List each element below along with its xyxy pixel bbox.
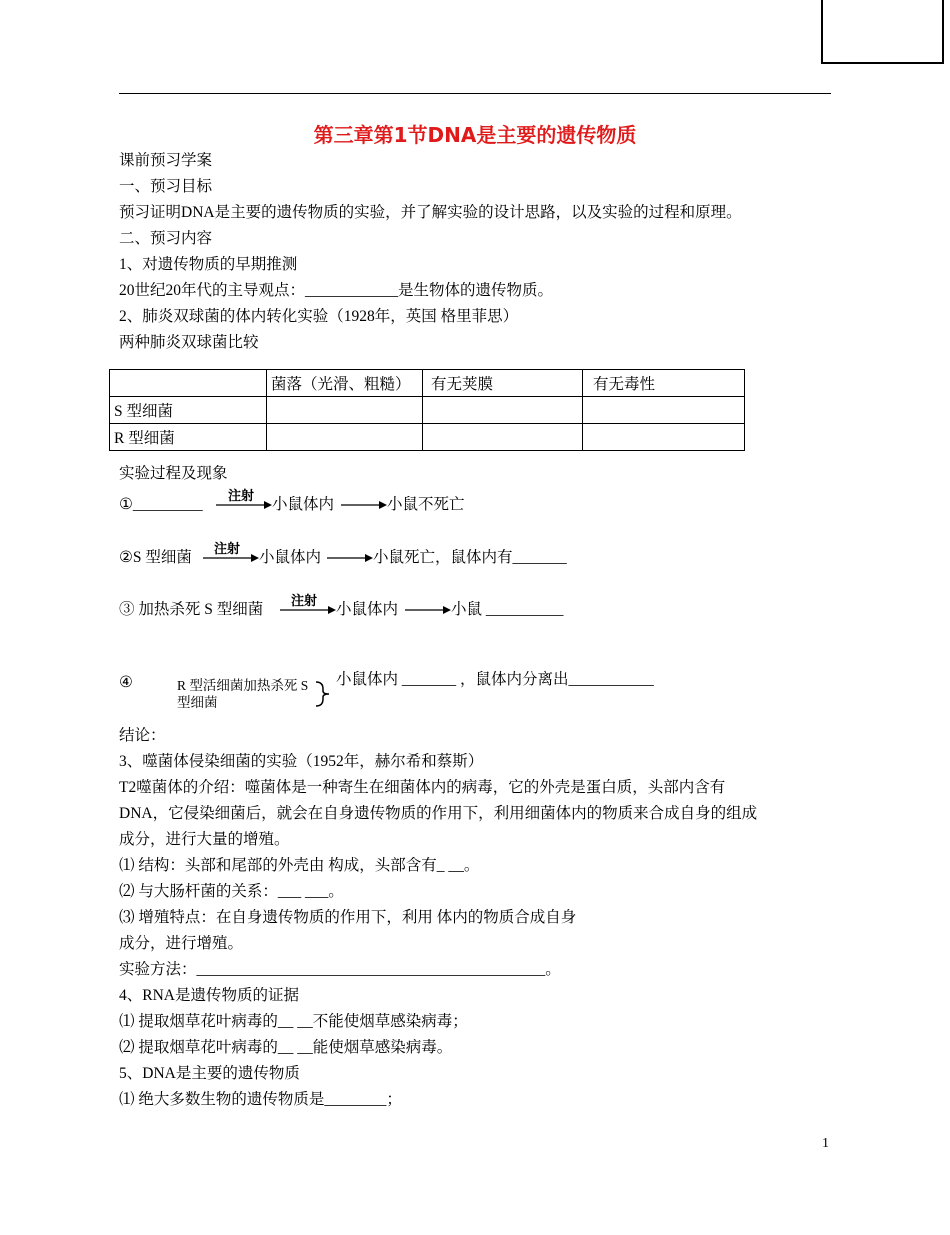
inject-label: 注射 [228, 489, 255, 504]
table-cell[interactable] [583, 397, 745, 424]
question-structure: ⑴ 结构：头部和尾部的外壳由 构成，头部含有_ __。 [119, 857, 480, 874]
line-item-4: 4、RNA是遗传物质的证据 [119, 987, 299, 1004]
score-box [821, 0, 944, 64]
line-item-2: 2、肺炎双球菌的体内转化实验（1928年，英国 格里菲思） [119, 308, 519, 325]
phage-intro-1: T2噬菌体的介绍：噬菌体是一种寄生在细菌体内的病毒，它的外壳是蛋白质，头部内含有 [119, 779, 726, 796]
brace-icon [314, 680, 334, 708]
exp3-mid: 小鼠体内 [336, 601, 399, 618]
line-preview-plan: 课前预习学案 [119, 152, 213, 169]
inject-label: 注射 [291, 594, 318, 609]
exp4-number: ④ [119, 674, 133, 691]
conclusion-label: 结论： [119, 727, 166, 744]
exp2-end: 小鼠死亡，鼠体内有_______ [373, 549, 567, 566]
line-goal: 预习证明DNA是主要的遗传物质的实验，并了解实验的设计思路，以及实验的过程和原理。 [119, 204, 742, 221]
exp2-mid: 小鼠体内 [259, 549, 322, 566]
table-header-cell: 菌落（光滑、粗糙） [267, 370, 423, 397]
phage-intro-2: DNA，它侵染细菌后，就会在自身遗传物质的作用下，利用细菌体内的物质来合成自身的组成 [119, 805, 758, 822]
arrow-icon [280, 604, 336, 616]
table-cell[interactable] [583, 424, 745, 451]
exp4-mixture-line1: R 型活细菌加热杀死 S [177, 678, 309, 693]
header-rule [119, 93, 831, 94]
exp1-end: 小鼠不死亡 [387, 496, 465, 513]
table-header-cell [110, 370, 267, 397]
table-row [110, 424, 745, 451]
table-cell[interactable] [267, 424, 423, 451]
line-item-5: 5、DNA是主要的遗传物质 [119, 1065, 300, 1082]
line-view: 20世纪20年代的主导观点：____________是生物体的遗传物质。 [119, 282, 554, 299]
table-cell[interactable] [423, 424, 583, 451]
table-header-row [110, 370, 745, 397]
arrow-icon [405, 604, 451, 616]
arrow-icon [216, 499, 272, 511]
line-item-3: 3、噬菌体侵染细菌的实验（1952年，赫尔希和蔡斯） [119, 753, 484, 770]
exp3-end: 小鼠 __________ [451, 601, 564, 618]
exp2-start: ②S 型细菌 [119, 549, 192, 566]
line-compare: 两种肺炎双球菌比较 [119, 334, 259, 351]
inject-label: 注射 [214, 542, 241, 557]
line-section-1: 一、预习目标 [119, 178, 213, 195]
table-header-cell: 有无毒性 [583, 370, 745, 397]
experiment-method: 实验方法：_____________________________________________。 [119, 961, 561, 978]
arrow-icon [203, 552, 259, 564]
line-item-1: 1、对遗传物质的早期推测 [119, 256, 298, 273]
question-reproduction-cont: 成分，进行增殖。 [119, 935, 244, 952]
rna-evidence-1: ⑴ 提取烟草花叶病毒的__ __不能使烟草感染病毒； [119, 1013, 468, 1030]
page-number: 1 [822, 1136, 829, 1151]
arrow-icon [327, 552, 373, 564]
exp4-mixture-line2: 型细菌 [177, 695, 218, 710]
table-cell[interactable] [267, 397, 423, 424]
comparison-table [109, 369, 745, 451]
table-row [110, 397, 745, 424]
table-cell[interactable] [423, 397, 583, 424]
experiment-heading: 实验过程及现象 [119, 465, 228, 482]
question-reproduction: ⑶ 增殖特点：在自身遗传物质的作用下，利用 体内的物质合成自身 [119, 909, 577, 926]
exp3-start: ③ 加热杀死 S 型细菌 [119, 601, 264, 618]
table-cell: R 型细菌 [110, 424, 267, 451]
dna-main-1: ⑴ 绝大多数生物的遗传物质是________； [119, 1091, 402, 1108]
exp4-end: 小鼠体内 _______ ，鼠体内分离出___________ [336, 671, 654, 688]
rna-evidence-2: ⑵ 提取烟草花叶病毒的__ __能使烟草感染病毒。 [119, 1039, 453, 1056]
question-relation: ⑵ 与大肠杆菌的关系：___ ___。 [119, 883, 344, 900]
line-section-2: 二、预习内容 [119, 230, 213, 247]
exp1-mid: 小鼠体内 [272, 496, 335, 513]
arrow-icon [341, 499, 387, 511]
table-header-cell: 有无荚膜 [423, 370, 583, 397]
exp1-start: ①_________ [119, 496, 203, 513]
table-cell: S 型细菌 [110, 397, 267, 424]
phage-intro-3: 成分，进行大量的增殖。 [119, 831, 290, 848]
page-title: 第三章第1节DNA是主要的遗传物质 [313, 123, 637, 147]
